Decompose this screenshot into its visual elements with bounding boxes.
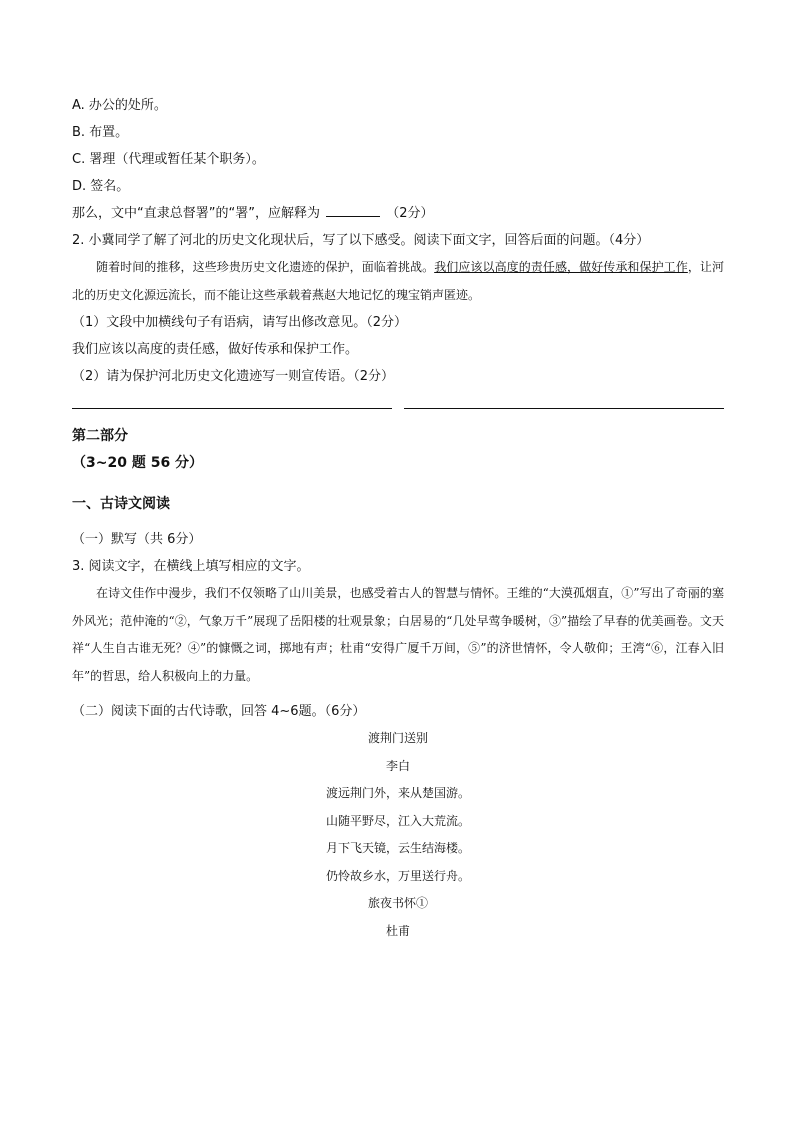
part2-range: （3~20 题 56 分） [72, 455, 204, 471]
option-a: A. 办公的处所。 [72, 98, 167, 113]
q2-sub1-sentence: 我们应该以高度的责任感，做好传承和保护工作。 [72, 342, 359, 357]
sub2-title: （二）阅读下面的古代诗歌，回答 4~6题。（6分） [72, 704, 366, 719]
q2-sub2: （2）请为保护河北历史文化遗迹写一则宣传语。（2分） [72, 369, 395, 384]
poem2-author: 杜甫 [385, 923, 410, 938]
poem1-title: 渡荆门送别 [367, 731, 428, 745]
q2-passage-underlined: 我们应该以高度的责任感，做好传承和保护工作 [434, 260, 688, 274]
option-d: D. 签名。 [72, 179, 130, 194]
q3-intro: 3. 阅读文字，在横线上填写相应的文字。 [72, 559, 310, 574]
q1-question [72, 200, 724, 227]
q1-answer-blank[interactable] [326, 202, 380, 217]
q3-passage: 在诗文佳作中漫步，我们不仅领略了山川美景，也感受着古人的智慧与情怀。王维的“大漠孤烟直，①”写出了奇丽的塞外风光；范仲淹的“②，气象万千”展现了岳阳楼的壮观景象；白居易的“几处早莺争暖树，③”描绘了早春的优美画卷。文天祥“人生自古谁无死？④”的慷慨之词，掷地有声；杜甫“安得广厦千万间，⑤”的济世情怀，令人敬仰；王湾“⑥，江春入旧年”的哲思，给人积极向上的力量。 [72, 586, 724, 683]
poem1-author: 李白 [385, 758, 410, 773]
q1-question-suffix: （2分） [386, 206, 434, 221]
section1-title: 一、古诗文阅读 [72, 496, 170, 512]
q1-question-prefix: 那么，文中“直隶总督署”的“署”，应解释为 [72, 206, 320, 221]
poem1-line: 山随平野尽，江入大荒流。 [325, 813, 470, 828]
option-b: B. 布置。 [72, 125, 129, 140]
poem2-title: 旅夜书怀① [367, 896, 428, 910]
q2-sub1: （1）文段中加横线句子有语病，请写出修改意见。（2分） [72, 315, 408, 330]
poem1-line: 渡远荆门外，来从楚国游。 [325, 786, 470, 800]
answer-line-1[interactable] [72, 408, 392, 409]
exam-page [72, 92, 724, 945]
option-c: C. 署理（代理或暂任某个职务）。 [72, 152, 265, 167]
q2-passage-b: ，让河北的历史文化源远流长，而不能让这些承载着燕赵大地记忆的瑰宝销声匿迹。 [72, 260, 724, 302]
q2-passage-a: 随着时间的推移，这些珍贵历史文化遗迹的保护，面临着挑战。 [96, 260, 435, 274]
part2-title: 第二部分 [72, 428, 128, 444]
poem1-line: 仍怜故乡水，万里送行舟。 [325, 868, 470, 883]
poem1-line: 月下飞天镜，云生结海楼。 [325, 841, 470, 855]
q2-intro: 2. 小冀同学了解了河北的历史文化现状后，写了以下感受。阅读下面文字，回答后面的问题。（4分） [72, 233, 650, 248]
sub1-title: （一）默写（共 6分） [72, 532, 202, 547]
answer-line-2[interactable] [404, 408, 724, 409]
q2-passage [72, 254, 724, 309]
